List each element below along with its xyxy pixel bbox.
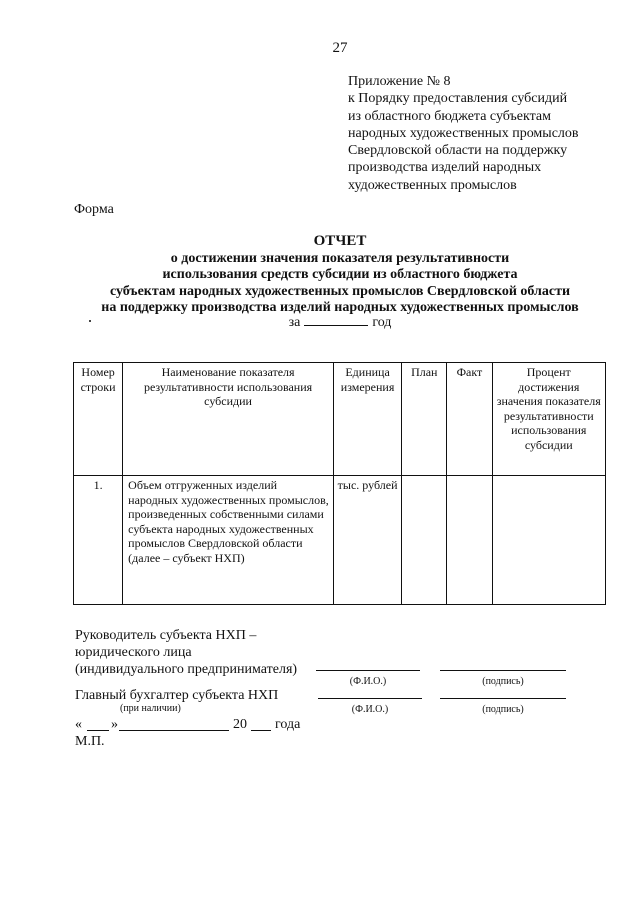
head-signatory [75, 627, 297, 678]
accountant-fio-caption: (Ф.И.О.) [351, 704, 389, 715]
report-table [73, 362, 606, 605]
appendix-line: художественных промыслов [348, 177, 517, 193]
chief-accountant-label: Главный бухгалтер субъекта НХП [75, 688, 279, 703]
cell-unit: тыс. рублей [333, 476, 401, 605]
appendix-line: Свердловской области на поддержку [348, 143, 568, 159]
head-signatory-line: (индивидуального предпринимателя) [75, 662, 298, 677]
date-year-prefix: 20 [233, 717, 247, 732]
accountant-fio-line [318, 698, 422, 699]
report-title [40, 233, 640, 317]
report-title-line: субъектам народных художественных промыслов Свердловской области [109, 283, 571, 299]
appendix-line: Приложение № 8 [348, 74, 451, 89]
period-prefix: за [288, 315, 301, 330]
header-percent: Процент достижения значения показателя результативности использования субсидии [492, 363, 605, 476]
period-year-blank [304, 314, 368, 326]
cell-plan [402, 476, 447, 605]
report-period [40, 314, 640, 331]
head-signature-line [440, 670, 566, 671]
period-suffix: год [372, 315, 392, 330]
appendix-note [348, 73, 579, 194]
appendix-line: народных художественных промыслов [348, 125, 579, 141]
report-title-line: использования средств субсидии из областного бюджета [162, 267, 518, 282]
head-fio-caption: (Ф.И.О.) [349, 676, 387, 687]
header-indicator-name: Наименование показателя результативности использования субсидии [123, 363, 334, 476]
report-title-line: о достижении значения показателя результативности [170, 250, 510, 266]
stamp-label: М.П. [75, 734, 105, 749]
form-label: Форма [74, 202, 114, 217]
header-unit: Единица измерения [333, 363, 401, 476]
head-signature-caption: (подпись) [482, 676, 524, 687]
date-day-blank [87, 730, 109, 731]
header-fact: Факт [447, 363, 492, 476]
head-signatory-line: юридического лица [75, 645, 192, 660]
table-header-row [74, 363, 606, 476]
date-open-quote: « [75, 717, 82, 732]
head-signatory-line: Руководитель субъекта НХП – [75, 628, 257, 643]
cell-row-number: 1. [74, 476, 123, 605]
report-title-main: ОТЧЕТ [313, 233, 367, 249]
date-close-quote: » [111, 717, 118, 732]
cell-percent [492, 476, 605, 605]
head-fio-line [316, 670, 420, 671]
date-line [75, 716, 301, 733]
date-year-blank [251, 730, 271, 731]
header-plan: План [402, 363, 447, 476]
table-row [74, 476, 606, 605]
appendix-line: производства изделий народных [348, 160, 542, 176]
if-any-note: (при наличии) [120, 703, 181, 714]
date-month-blank [119, 730, 229, 731]
accountant-signature-caption: (подпись) [482, 704, 524, 715]
report-title-line: на поддержку производства изделий народных художественных промыслов [101, 300, 579, 315]
page-number: 27 [332, 40, 348, 56]
header-row-number: Номер строки [74, 363, 123, 476]
cell-fact [447, 476, 492, 605]
cell-indicator-name: Объем отгруженных изделий народных художественных промыслов, произведенных собственными силами субъекта народных художественных промыслов Свердловской области (далее – субъект НХП) [123, 476, 334, 605]
accountant-signature-line [440, 698, 566, 699]
appendix-line: из областного бюджета субъектам [348, 108, 551, 124]
appendix-line: к Порядку предоставления субсидий [348, 91, 568, 107]
date-year-suffix: года [275, 717, 301, 732]
